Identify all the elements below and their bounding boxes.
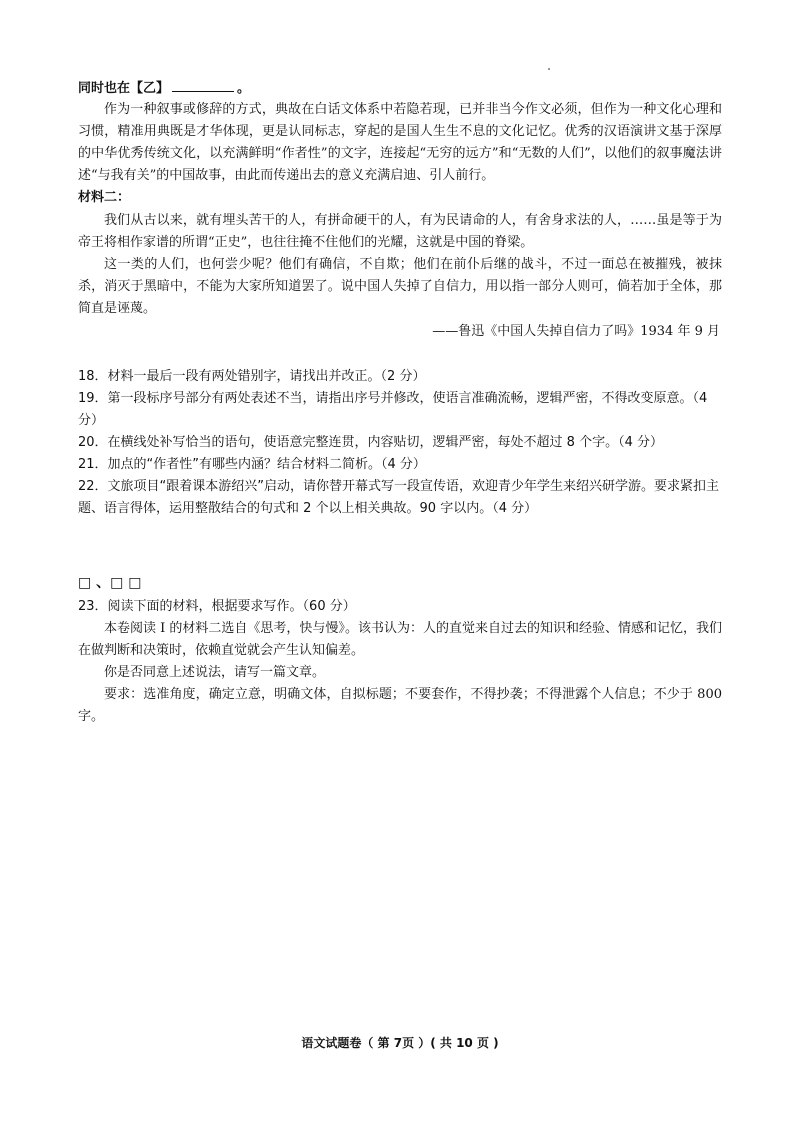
q23-prompt: 你是否同意上述说法，请写一篇文章。 [104,665,326,680]
page-footer: 语文试题卷（ 第 7页 ）( 共 10 页 ) [301,1036,499,1050]
question-23: 23．阅读下面的材料，根据要求写作。（60 分） [78,599,356,614]
question-20: 20．在横线处补写恰当的语句，使语意完整连贯，内容贴切，逻辑严密，每处不超过 8 个字。（4 分） [78,435,663,450]
material2-title: 材料二： [78,190,131,205]
attribution: ——鲁迅《中国人失掉自信力了吗》1934 年 9 月 [432,324,720,339]
question-22: 22．文旅项目“跟着课本游绍兴”启动，请你替开幕式写一段宣传语，欢迎青少年学生来绍兴研学游。要求紧扣主题、语言得体，运用整散结合的句式和 2 个以上相关典故。90 字以内。（4 分） [78,479,720,516]
question-18: 18．材料一最后一段有两处错别字，请找出并改正。（2 分） [78,369,426,384]
material2-paragraph-1: 我们从古以来，就有埋头苦干的人，有拼命硬干的人，有为民请命的人，有舍身求法的人，……虽是等于为帝王将相作家谱的所谓“正史”，也往往掩不住他们的光耀，这就是中国的脊梁。 [78,213,722,250]
section-heading: □ 、□ □ [78,575,142,591]
question-21: 21．加点的“作者性”有哪些内涵？结合材料二简析。（4 分） [78,457,426,472]
material1-paragraph: 作为一种叙事或修辞的方式，典故在白话文体系中若隐若现，已并非当今作文必须，但作为一种文化心理和习惯，精准用典既是才华体现，更是认同标志，穿起的是国人生生不息的文化记忆。优秀的汉语演讲文基于深厚的中华优秀传统文化，以充满鲜明“作者性”的文字，连接起“无穷的远方”和“无数的人们”，以他们的叙事魔法讲述“与我有关”的中国故事，由此而传递出去的意义充满启迪、引人前行。 [78,102,722,183]
question-19: 19．第一段标序号部分有两处表述不当，请指出序号并修改，使语言准确流畅，逻辑严密，不得改变原意。（4 分） [78,391,708,428]
answer-blank [172,79,234,92]
fill-blank-line [78,77,250,96]
fill-blank-prefix: 同时也在【乙】 [78,81,170,96]
scan-speck [548,68,550,70]
material2-paragraph-2: 这一类的人们，也何尝少呢？他们有确信，不自欺；他们在前仆后继的战斗，不过一面总在被摧残，被抹杀，消灭于黑暗中，不能为大家所知道罢了。说中国人失掉了自信力，用以指一部分人则可，倘若加于全体，那简直是诬蔑。 [78,257,722,316]
q23-requirements: 要求：选准角度，确定立意，明确文体，自拟标题；不要套作，不得抄袭；不得泄露个人信息；不少于 800 字。 [78,687,722,724]
fill-blank-suffix: 。 [237,81,251,96]
q23-material: 本卷阅读 I 的材料二选自《思考，快与慢》。该书认为：人的直觉来自过去的知识和经验、情感和记忆，我们在做判断和决策时，依赖直觉就会产生认知偏差。 [78,621,722,658]
